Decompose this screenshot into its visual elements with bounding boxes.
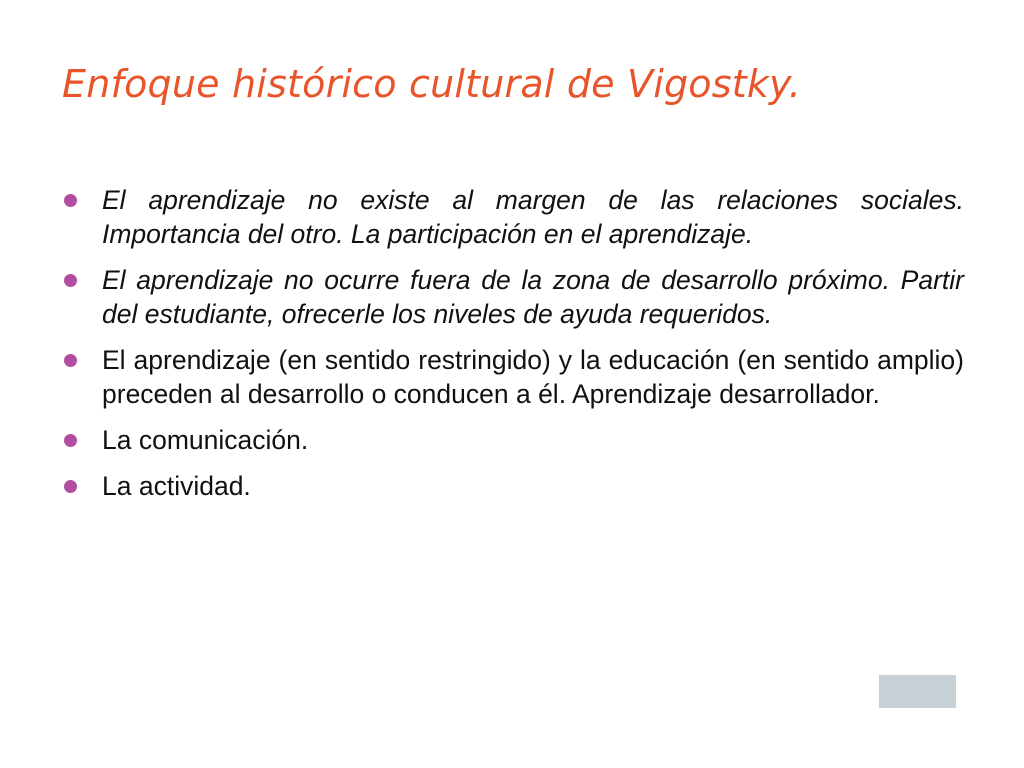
bullet-item (64, 183, 964, 251)
bullet-dot-icon (64, 354, 77, 367)
bullet-text: La comunicación. (102, 425, 309, 455)
bullet-text: El aprendizaje no ocurre fuera de la zona de desarrollo próximo. Partir del estudiante, ofrecerle los niveles de ayuda requeridos. (102, 265, 964, 329)
bullet-item (64, 469, 964, 503)
slide-number-box (879, 675, 956, 708)
bullet-text: La actividad. (102, 471, 251, 501)
bullet-dot-icon (64, 194, 77, 207)
bullet-dot-icon (64, 480, 77, 493)
bullet-text: El aprendizaje no existe al margen de las relaciones sociales. Importancia del otro. La participación en el aprendizaje. (102, 185, 964, 249)
bullet-item (64, 263, 964, 331)
bullet-item (64, 423, 964, 457)
bullet-dot-icon (64, 434, 77, 447)
bullet-dot-icon (64, 274, 77, 287)
slide-title: Enfoque histórico cultural de Vigostky. (62, 62, 802, 106)
bullet-item (64, 343, 964, 411)
bullet-text: El aprendizaje (en sentido restringido) y la educación (en sentido amplio) preceden al desarrollo o conducen a él. Aprendizaje desarrollador. (102, 345, 964, 409)
bullet-list (64, 183, 964, 515)
